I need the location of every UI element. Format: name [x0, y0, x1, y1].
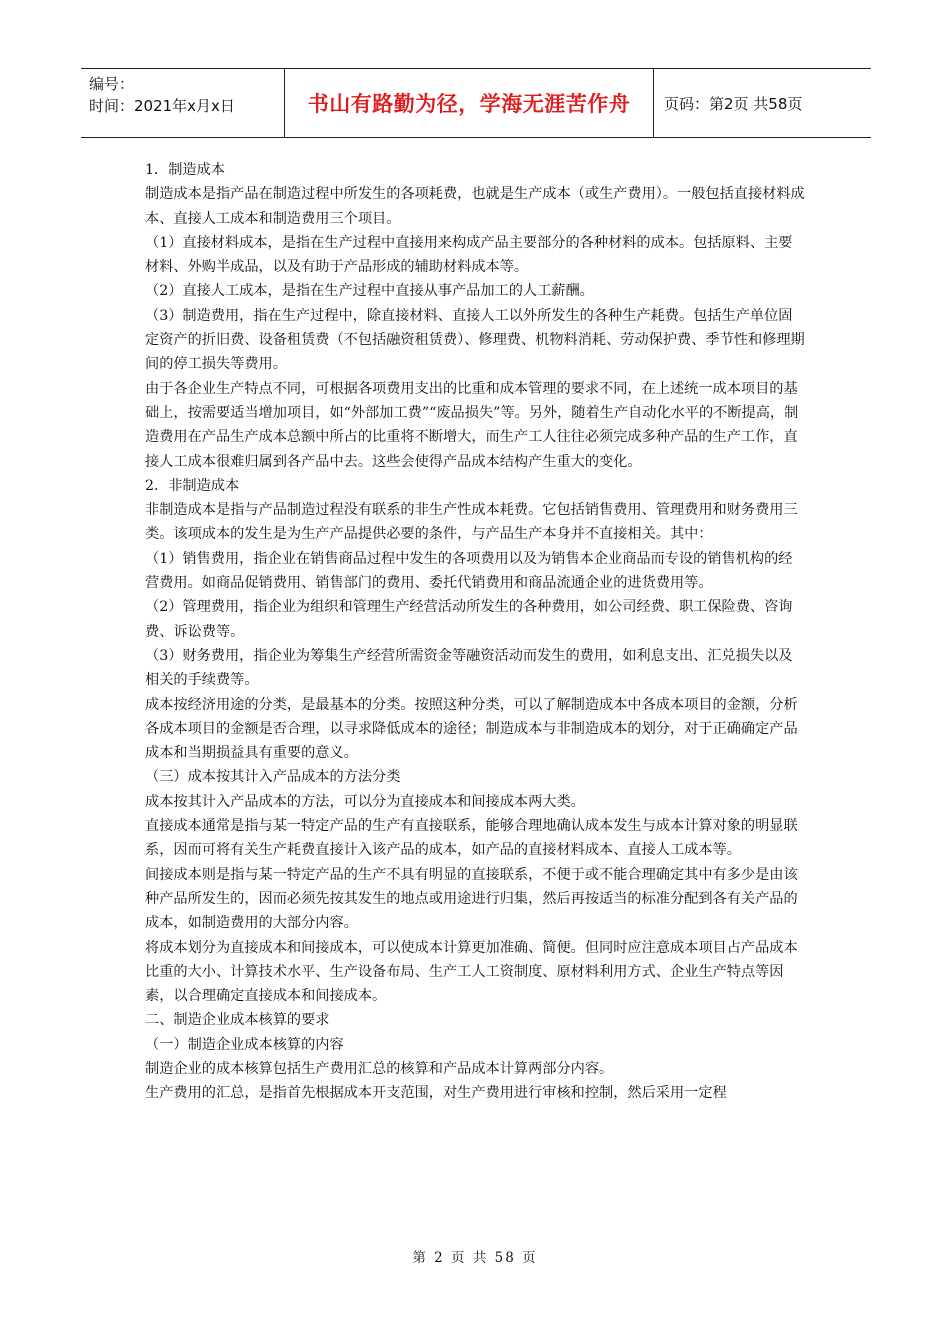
paragraph: 由于各企业生产特点不同，可根据各项费用支出的比重和成本管理的要求不同，在上述统一成本项目的基础上，按需要适当增加项目，如“外部加工费”“废品损失”等。另外，随着生产自动化水平的不断提高，制造费用在产品生产成本总额中所占的比重将不断增大，而生产工人往往必须完成多种产品的生产工作，直接人工成本很难归属到各产品中去。这些会使得产品成本结构产生重大的变化。	[145, 380, 799, 470]
paragraph: （3）制造费用，指在生产过程中，除直接材料、直接人工以外所发生的各种生产耗费。包括生产单位固定资产的折旧费、设备租赁费（不包括融资租赁费）、修理费、机物料消耗、劳动保护费、季节性和修理期间的停工损失等费用。	[145, 307, 805, 373]
header-motto: 书山有路勤为径，学海无涯苦作舟	[307, 92, 631, 116]
document-header	[81, 68, 871, 138]
document-number-label: 编号：	[89, 75, 135, 93]
paragraph: 生产费用的汇总，是指首先根据成本开支范围，对生产费用进行审核和控制，然后采用一定程	[145, 1085, 727, 1102]
paragraph: 直接成本通常是指与某一特定产品的生产有直接联系，能够合理地确认成本发生与成本计算对象的明显联系，因而可将有关生产耗费直接计入该产品的成本，如产品的直接材料成本、直接人工成本等。	[145, 818, 798, 859]
document-date-label: 时间：2021年x月x日	[89, 97, 235, 115]
paragraph: 成本按其计入产品成本的方法，可以分为直接成本和间接成本两大类。	[145, 793, 585, 810]
paragraph: （三）成本按其计入产品成本的方法分类	[145, 769, 401, 786]
paragraph: 间接成本则是指与某一特定产品的生产不具有明显的直接联系，不便于或不能合理确定其中有多少是由该种产品所发生的，因而必须先按其发生的地点或用途进行归集，然后再按适当的标准分配到各有关产品的成本，如制造费用的大部分内容。	[145, 866, 798, 932]
paragraph: 制造成本是指产品在制造过程中所发生的各项耗费，也就是生产成本（或生产费用）。一般包括直接材料成本、直接人工成本和制造费用三个项目。	[145, 186, 805, 227]
header-page-cell	[654, 69, 871, 137]
paragraph: （3）财务费用，指企业为筹集生产经营所需资金等融资活动而发生的费用，如利息支出、汇兑损失以及相关的手续费等。	[145, 647, 793, 689]
paragraph: （1）销售费用，指企业在销售商品过程中发生的各项费用以及为销售本企业商品而专设的销售机构的经营费用。如商品促销费用、销售部门的费用、委托代销费用和商品流通企业的进货费用等。	[145, 550, 793, 592]
paragraph: 非制造成本是指与产品制造过程没有联系的非生产性成本耗费。它包括销售费用、管理费用和财务费用三类。该项成本的发生是为生产产品提供必要的条件，与产品生产本身并不直接相关。其中：	[145, 502, 798, 543]
paragraph: 将成本划分为直接成本和间接成本，可以使成本计算更加准确、简便。但同时应注意成本项目占产品成本比重的大小、计算技术水平、生产设备布局、生产工人工资制度、原材料利用方式、企业生产特点等因素，以合理确定直接成本和间接成本。	[145, 939, 798, 1005]
paragraph: 制造企业的成本核算包括生产费用汇总的核算和产品成本计算两部分内容。	[145, 1060, 614, 1077]
paragraph: （2）管理费用，指企业为组织和管理生产经营活动所发生的各种费用，如公司经费、职工保险费、咨询费、诉讼费等。	[145, 599, 793, 640]
paragraph: （一）制造企业成本核算的内容	[145, 1036, 344, 1053]
header-motto-cell	[284, 69, 654, 137]
header-page-info: 页码：第2页 共58页	[664, 94, 803, 113]
header-left-cell	[81, 69, 284, 137]
page-footer	[0, 1246, 950, 1266]
paragraph: 1．制造成本	[145, 162, 225, 178]
document-body	[145, 158, 805, 1106]
paragraph: （2）直接人工成本，是指在生产过程中直接从事产品加工的人工薪酬。	[145, 283, 594, 300]
paragraph: （1）直接材料成本，是指在生产过程中直接用来构成产品主要部分的各种材料的成本。包括原料、主要材料、外购半成品，以及有助于产品形成的辅助材料成本等。	[145, 234, 793, 276]
paragraph: 成本按经济用途的分类，是最基本的分类。按照这种分类，可以了解制造成本中各成本项目的金额，分析各成本项目的金额是否合理，以寻求降低成本的途径；制造成本与非制造成本的划分，对于正确确定产品成本和当期损益具有重要的意义。	[145, 696, 798, 762]
paragraph: 二、制造企业成本核算的要求	[145, 1012, 330, 1029]
footer-page-number: 第 2 页 共 58 页	[412, 1250, 538, 1266]
paragraph: 2．非制造成本	[145, 477, 240, 494]
